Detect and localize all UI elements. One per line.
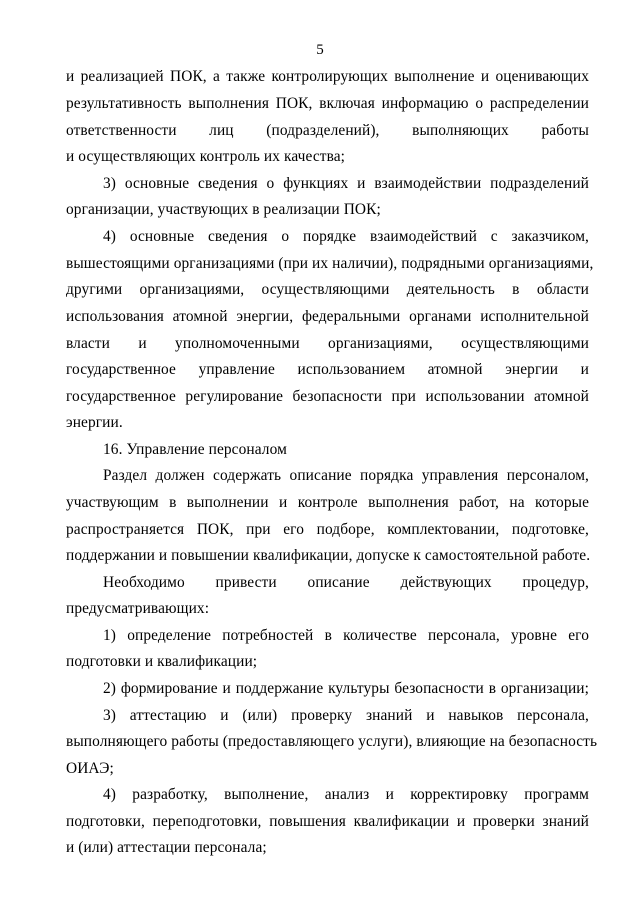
page-number: 5 xyxy=(316,42,324,58)
text-line: подготовки, переподготовки, повышения квалификации и проверки знаний xyxy=(66,813,589,830)
text-line: 2) формирование и поддержание культуры безопасности в организации; xyxy=(103,680,589,697)
text-line: и реализацией ПОК, а также контролирующих выполнение и оценивающих xyxy=(66,68,589,85)
text-line: другими организациями, осуществляющими деятельность в области xyxy=(66,281,589,298)
text-line: вышестоящими организациями (при их наличии), подрядными организациями, xyxy=(66,255,594,272)
text-line: государственное регулирование безопасности при использовании атомной xyxy=(66,388,589,405)
text-line: ответственности лиц (подразделений), выполняющих работы xyxy=(66,122,589,139)
text-line: 4) основные сведения о порядке взаимодействий с заказчиком, xyxy=(103,228,589,245)
text-line: 3) аттестацию и (или) проверку знаний и навыков персонала, xyxy=(103,707,589,724)
text-line: 3) основные сведения о функциях и взаимодействии подразделений xyxy=(103,175,589,192)
text-line: и осуществляющих контроль их качества; xyxy=(66,148,346,165)
text-line: ОИАЭ; xyxy=(66,760,114,777)
text-line: государственное управление использованием атомной энергии и xyxy=(66,361,589,378)
text-line: и (или) аттестации персонала; xyxy=(66,839,267,856)
text-line: подготовки и квалификации; xyxy=(66,653,258,670)
text-line: Раздел должен содержать описание порядка управления персоналом, xyxy=(103,467,589,484)
text-line: результативность выполнения ПОК, включая информацию о распределении xyxy=(66,95,589,112)
text-line: выполняющего работы (предоставляющего услуги), влияющие на безопасность xyxy=(66,733,598,750)
text-line: участвующим в выполнении и контроле выполнения работ, на которые xyxy=(66,494,589,511)
text-line: организации, участвующих в реализации ПОК; xyxy=(66,201,381,218)
text-line: 1) определение потребностей в количестве персонала, уровне его xyxy=(103,627,589,644)
text-line: 4) разработку, выполнение, анализ и корректировку программ xyxy=(103,786,589,803)
text-line: власти и уполномоченными организациями, осуществляющими xyxy=(66,335,589,352)
text-line: использования атомной энергии, федеральными органами исполнительной xyxy=(66,308,589,325)
text-line: Необходимо привести описание действующих процедур, xyxy=(103,574,589,591)
section-heading: 16. Управление персоналом xyxy=(103,441,287,458)
text-line: поддержании и повышении квалификации, допуске к самостоятельной работе. xyxy=(66,547,591,564)
text-line: энергии. xyxy=(66,414,123,431)
text-line: распространяется ПОК, при его подборе, комплектовании, подготовке, xyxy=(66,521,589,538)
text-line: предусматривающих: xyxy=(66,600,210,617)
